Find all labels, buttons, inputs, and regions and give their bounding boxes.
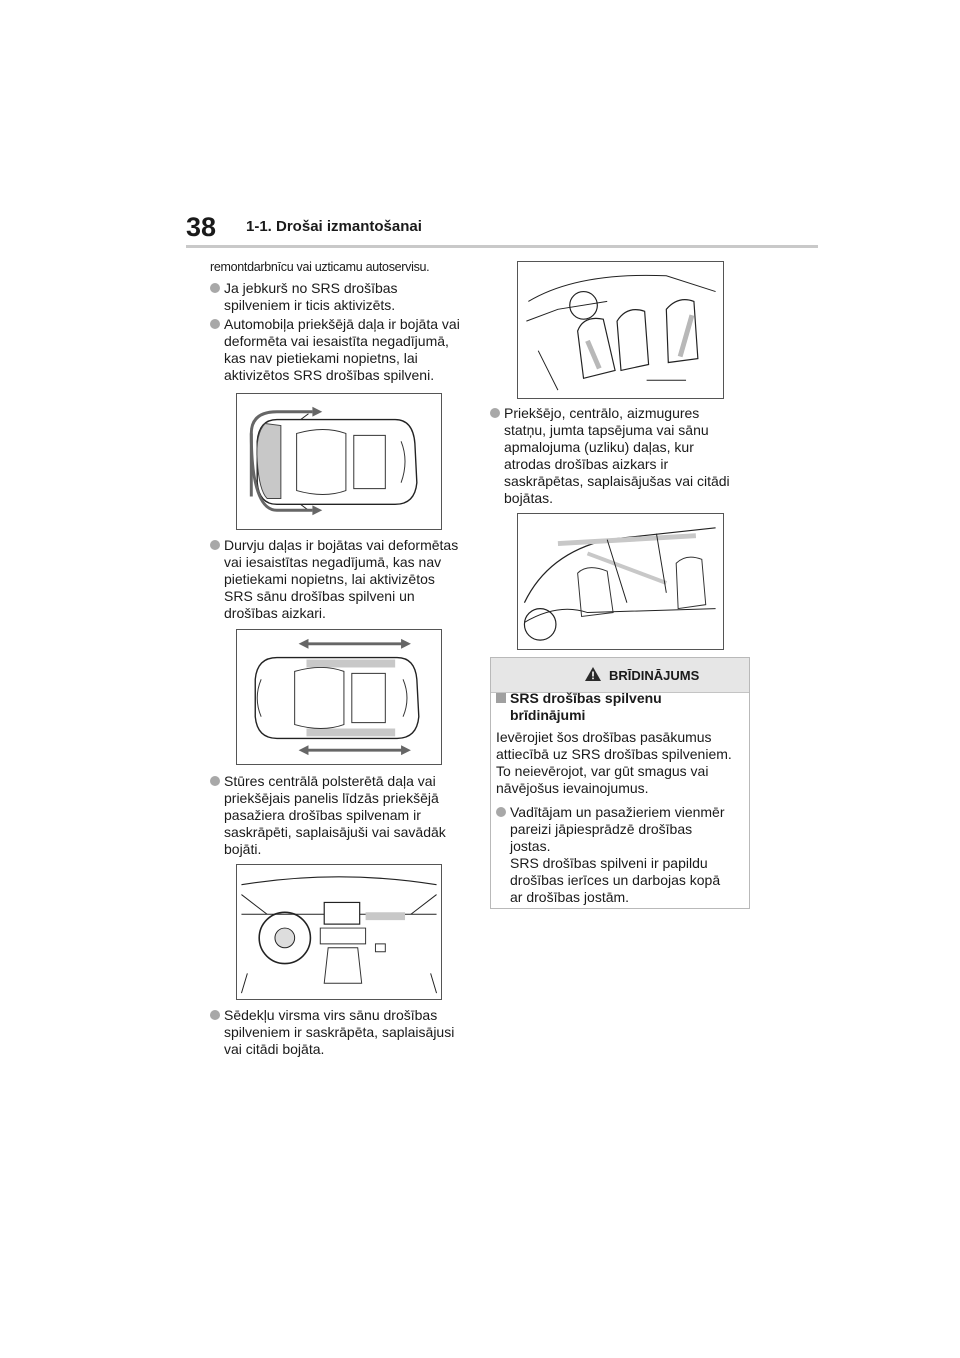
figure-car-door-damage — [236, 629, 442, 765]
text-line: statņu, jumta tapsējuma vai sānu — [504, 422, 709, 438]
text-line: Priekšējo, centrālo, aizmugures — [504, 405, 700, 421]
text-line: To neievērojot, var gūt smagus vai — [496, 763, 709, 779]
text-line: Stūres centrālā polsterētā daļa vai — [224, 773, 436, 789]
text-line: spilveniem ir ticis aktivizēts. — [224, 297, 396, 313]
text-line: SRS sānu drošības spilveni un — [224, 588, 415, 604]
text-line: SRS drošības spilveni ir papildu — [510, 855, 708, 871]
bullet-dot-icon — [210, 283, 220, 293]
text-line: Durvju daļas ir bojātas vai deformētas — [224, 537, 459, 553]
text-line: Ja jebkurš no SRS drošības — [224, 280, 398, 296]
list-item — [210, 316, 460, 384]
text-line: nāvējošus ievainojumus. — [496, 780, 649, 796]
bullet-dot-icon — [210, 540, 220, 550]
warning-triangle-icon — [584, 666, 602, 682]
text-line: kas nav pietiekami nopietns, lai — [224, 350, 418, 366]
figure-pillars — [517, 513, 724, 650]
text-line: jostas. — [510, 838, 551, 854]
text-line: bojātas. — [504, 490, 554, 506]
text-line: Ievērojiet šos drošības pasākumus — [496, 729, 712, 745]
bullet-dot-icon — [490, 408, 500, 418]
text-line: drošības aizkari. — [224, 605, 326, 621]
figure-seats — [517, 261, 724, 399]
warning-paragraph — [496, 729, 732, 797]
text-line: aktivizētos SRS drošības spilveni. — [224, 367, 435, 383]
text-line: Sēdekļu virsma virs sānu drošības — [224, 1007, 438, 1023]
list-item — [490, 405, 730, 507]
bullet-dot-icon — [210, 319, 220, 329]
text-line: attiecībā uz SRS drošības spilveniem. — [496, 746, 732, 762]
warning-title: BRĪDINĀJUMS — [609, 668, 700, 683]
text-line: bojāti. — [224, 841, 262, 857]
bullet-dot-icon — [210, 776, 220, 786]
list-item — [210, 1007, 454, 1058]
text-line: saskrāpēti, saplaisājuši vai savādāk — [224, 824, 446, 840]
text-line: vai iesaistītas negadījumā, kas nav — [224, 554, 442, 570]
text-line: apmalojuma (uzliku) daļas, kur — [504, 439, 694, 455]
list-item — [210, 280, 398, 314]
list-item — [210, 773, 446, 858]
bullet-dot-icon — [496, 807, 506, 817]
text-line: Vadītājam un pasažieriem vienmēr — [510, 804, 725, 820]
text-line: pareizi jāpiesprādzē drošības — [510, 821, 693, 837]
page-number: 38 — [186, 212, 217, 242]
text-line: brīdinājumi — [510, 707, 586, 723]
warning-subtitle — [496, 690, 662, 724]
warning-list-item — [496, 804, 725, 906]
text-line: priekšējais panelis līdzās priekšējā — [224, 790, 439, 806]
text-line: vai citādi bojāta. — [224, 1041, 325, 1057]
intro-text: remontdarbnīcu vai uzticamu autoservisu. — [210, 260, 430, 274]
figure-dashboard — [236, 864, 442, 1000]
text-line: SRS drošības spilvenu — [510, 690, 662, 706]
section-title: 1-1. Drošai izmantošanai — [246, 218, 422, 235]
text-line: drošības ierīces un darbojas kopā — [510, 872, 721, 888]
text-line: ar drošības jostām. — [510, 889, 630, 905]
warning-header — [491, 658, 749, 693]
figure-car-front-damage — [236, 393, 442, 530]
text-line: pietiekami nopietns, lai aktivizētos — [224, 571, 435, 587]
text-line: saskrāpētas, saplaisājušas vai citādi — [504, 473, 730, 489]
text-line: pasažiera drošības spilvenam ir — [224, 807, 421, 823]
text-line: deformēta vai iesaistīta negadījumā, — [224, 333, 449, 349]
bullet-dot-icon — [210, 1010, 220, 1020]
text-line: Automobiļa priekšējā daļa ir bojāta vai — [224, 316, 460, 332]
list-item — [210, 537, 458, 622]
text-line: atrodas drošības aizkars ir — [504, 456, 669, 472]
square-bullet-icon — [496, 693, 506, 703]
text-line: spilveniem ir saskrāpēta, saplaisājusi — [224, 1024, 455, 1040]
header-rule — [186, 245, 818, 248]
